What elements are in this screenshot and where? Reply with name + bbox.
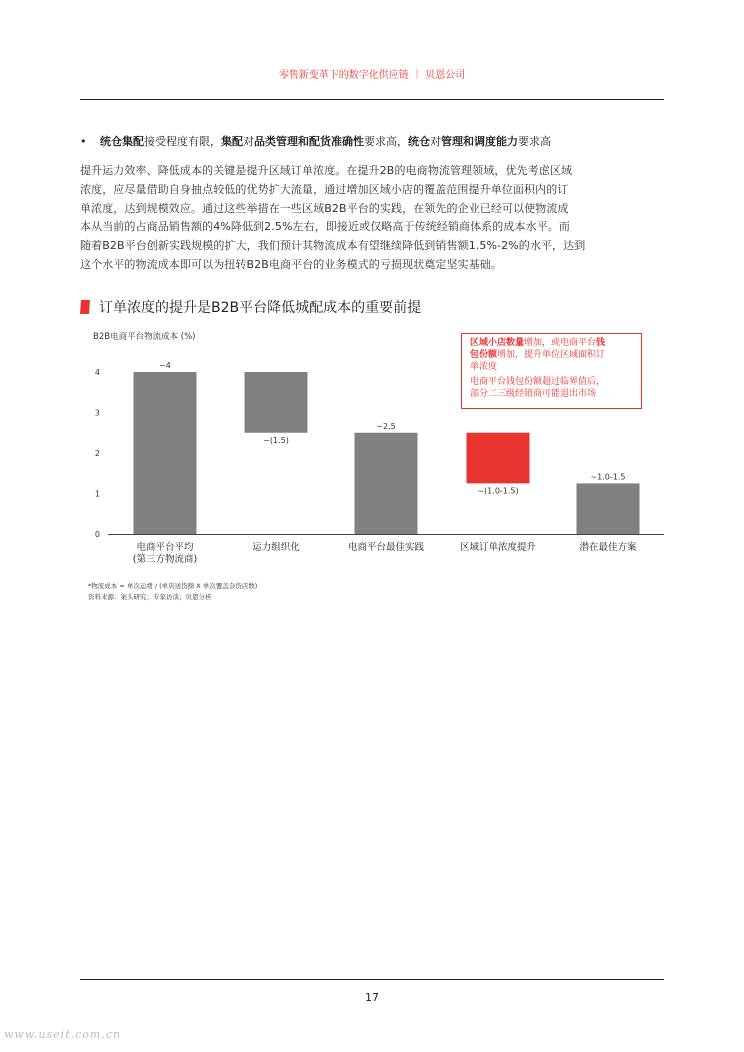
- y-tick-label: 1: [94, 489, 100, 499]
- paragraph-line: 提升运力效率、降低成本的关键是提升区域订单浓度。在提升2B的电商物流管理领域，优先考虑区域: [80, 164, 573, 177]
- bullet-text-5: 要求高: [518, 135, 551, 148]
- header-rule: [80, 99, 664, 100]
- bar-3: [355, 433, 418, 534]
- section-title-marker: [80, 300, 90, 314]
- bar-value-label: ~(1.0-1.5): [477, 486, 519, 496]
- bar-value-label: ~2.5: [376, 421, 396, 431]
- x-category-label: 潜在最佳方案: [579, 542, 637, 553]
- bullet-bold-3: 品类管理和配货准确性: [254, 135, 364, 148]
- callout-bold: 包份额: [470, 350, 498, 360]
- y-tick-label: 3: [94, 408, 100, 418]
- chart-callout-box: [461, 333, 642, 409]
- bullet-bold-5: 管理和调度能力: [441, 135, 518, 148]
- bar-5: [577, 483, 640, 534]
- bullet-text-3: 要求高，: [364, 135, 408, 148]
- callout-text: 单浓度: [470, 362, 498, 372]
- footnote-source: 资料来源：案头研究；专家访谈；贝恩分析: [88, 593, 212, 601]
- callout-bold: 钱: [596, 338, 606, 348]
- bullet-bold-1: 统仓集配: [100, 135, 144, 148]
- callout-text: 部分二三级经销商可能退出市场: [470, 389, 597, 399]
- paragraph-line: 随着B2B平台创新实践规模的扩大，我们预计其物流成本有望继续降低到销售额1.5%-2%的水平，达到: [80, 239, 586, 253]
- paragraph-line: 浓度，应尽量借助自身抽点较低的优势扩大流量，通过增加区域小店的覆盖范围提升单位面积内的订: [80, 182, 569, 196]
- bullet-text-1: 接受程度有限，: [144, 135, 221, 148]
- y-tick-label: 2: [94, 449, 100, 458]
- bullet-bold-2: 集配: [221, 135, 243, 148]
- section-title: 订单浓度的提升是B2B平台降低城配成本的重要前提: [99, 300, 422, 316]
- watermark: www.useit.com.cn: [4, 1028, 122, 1041]
- y-tick-label: 4: [94, 368, 100, 377]
- callout-text: 增加，或电商平台: [524, 338, 597, 348]
- bar-4: [467, 433, 530, 484]
- running-header: 零售新变革下的数字化供应链 ｜ 贝恩公司: [278, 70, 466, 81]
- paragraph-line: 这个水平的物流成本即可以为扭转B2B电商平台的业务模式的亏损现状奠定坚实基础。: [80, 257, 502, 271]
- x-category-label: (第三方物流商): [132, 554, 198, 565]
- paragraph-line: 单浓度，达到规模效应。通过这些举措在一些区域B2B平台的实践，在领先的企业已经可以使物流成: [80, 201, 569, 215]
- footer-rule: [80, 979, 664, 980]
- bar-2: [245, 372, 308, 433]
- footnote-definition: *物流成本 = 单次运费 / (单店送货额 X 单次覆盖杂货店数): [88, 582, 258, 590]
- bar-value-label: ~1.0-1.5: [590, 472, 626, 482]
- x-category-label: 运力组织化: [252, 542, 300, 553]
- y-axis-label: B2B电商平台物流成本 (%): [93, 332, 196, 342]
- callout-text: 增加，提升单位区域面积订: [497, 350, 606, 360]
- body-paragraph: [80, 162, 664, 275]
- callout-text: 电商平台钱包份额超过临界值后，: [470, 377, 606, 387]
- bar-value-label: ~4: [159, 361, 171, 370]
- bullet-item: [80, 134, 670, 150]
- page-number: 17: [365, 991, 379, 1004]
- x-category-label: 区域订单浓度提升: [459, 542, 537, 553]
- bullet-text-4: 对: [430, 135, 441, 148]
- bar-1: [134, 372, 197, 534]
- paragraph-line: 本从当前的占商品销售额的4%降低到2.5%左右，即接近或仅略高于传统经销商体系的成本水平。而: [80, 220, 570, 234]
- bullet-text-2: 对: [243, 135, 254, 148]
- y-tick-label: 0: [94, 530, 100, 539]
- x-category-label: 电商平台最佳实践: [347, 542, 425, 553]
- x-category-label: 电商平台平均: [136, 542, 194, 553]
- callout-bold: 区域小店数量: [470, 338, 525, 348]
- bullet-bold-4: 统仓: [408, 135, 430, 148]
- bullet-dot: •: [80, 135, 87, 148]
- bar-value-label: ~(1.5): [263, 435, 289, 445]
